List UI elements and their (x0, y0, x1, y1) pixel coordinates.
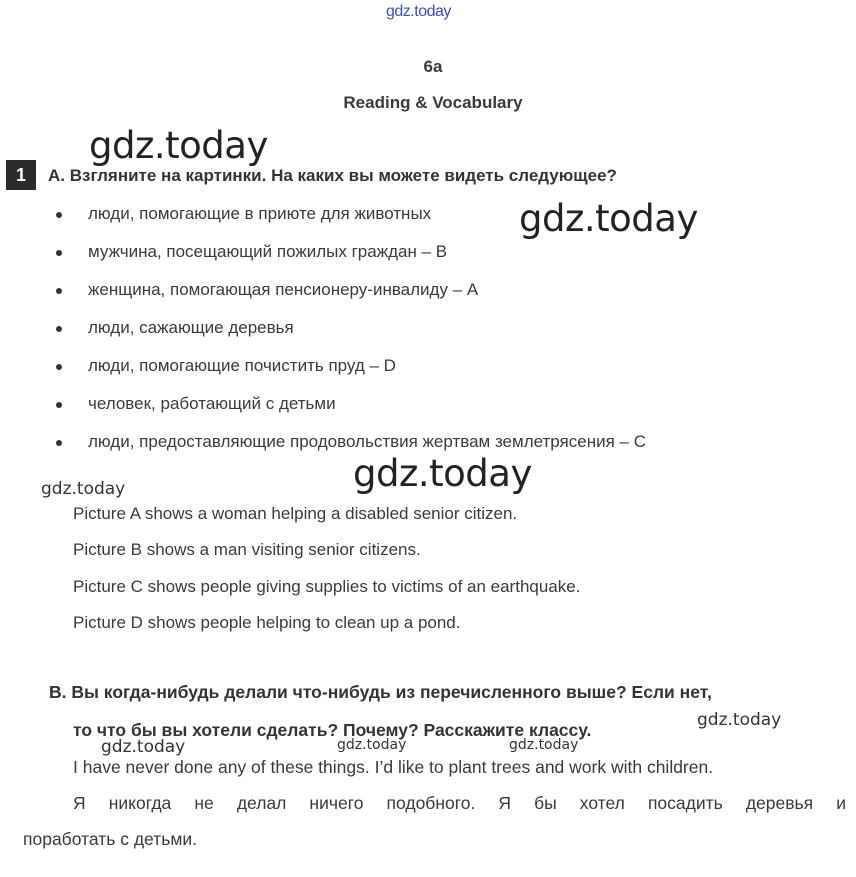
list-item (56, 277, 646, 315)
list-item (56, 429, 646, 467)
bullet-icon (56, 288, 62, 294)
list-item-text: мужчина, посещающий пожилых граждан – B (88, 242, 448, 261)
list-item (56, 391, 646, 429)
bullet-list (56, 201, 646, 467)
bullet-icon (56, 212, 62, 218)
list-item (56, 239, 646, 277)
bullet-icon (56, 402, 62, 408)
watermark-small: gdz.today (509, 737, 579, 753)
list-item-text: люди, помогающие почистить пруд – D (88, 356, 396, 375)
answer-line: Picture B shows a man visiting senior citizens. (73, 540, 421, 560)
task-b-answer-russian-continued: поработать с детьми. (23, 829, 197, 849)
answer-line: Picture C shows people giving supplies to victims of an earthquake. (73, 576, 581, 596)
task-number-badge: 1 (6, 160, 36, 190)
watermark-large: gdz.today (519, 197, 698, 240)
answers-block (73, 502, 580, 647)
list-item-text: люди, помогающие в приюте для животных (88, 204, 432, 223)
section-title: Reading & Vocabulary (343, 93, 523, 112)
watermark-medium: gdz.today (41, 479, 126, 499)
list-item (56, 353, 646, 391)
list-item-text: люди, сажающие деревья (88, 318, 294, 337)
unit-title: 6a (423, 57, 443, 76)
task-b-answer-english: I have never done any of these things. I’d like to plant trees and work with children. (73, 757, 714, 777)
watermark-large: gdz.today (89, 124, 268, 167)
bullet-icon (56, 440, 62, 446)
bullet-icon (56, 364, 62, 370)
watermark-top: gdz.today (386, 3, 451, 20)
watermark-medium: gdz.today (697, 710, 782, 730)
bullet-icon (56, 326, 62, 332)
watermark-small: gdz.today (337, 737, 407, 753)
task-b-answer-russian: Я никогда не делал ничего подобного. Я бы хотел посадить деревья и (73, 793, 846, 813)
answer-line: Picture D shows people helping to clean up a pond. (73, 612, 461, 632)
watermark-medium: gdz.today (101, 737, 186, 757)
task-a-prompt: A. Взгляните на картинки. На каких вы можете видеть следующее? (48, 166, 617, 185)
task-b-prompt-continued: то что бы вы хотели сделать? Почему? Расскажите классу. (73, 720, 592, 740)
watermark-large: gdz.today (353, 452, 532, 495)
list-item-text: женщина, помогающая пенсионеру-инвалиду – A (88, 280, 479, 299)
list-item-text: человек, работающий с детьми (88, 394, 336, 413)
bullet-icon (56, 250, 62, 256)
list-item (56, 315, 646, 353)
list-item-text: люди, предоставляющие продовольствия жертвам землетрясения – C (88, 432, 646, 451)
task-b-prompt: B. Вы когда-нибудь делали что-нибудь из перечисленного выше? Если нет, (49, 682, 712, 702)
answer-line: Picture A shows a woman helping a disabled senior citizen. (73, 504, 518, 523)
